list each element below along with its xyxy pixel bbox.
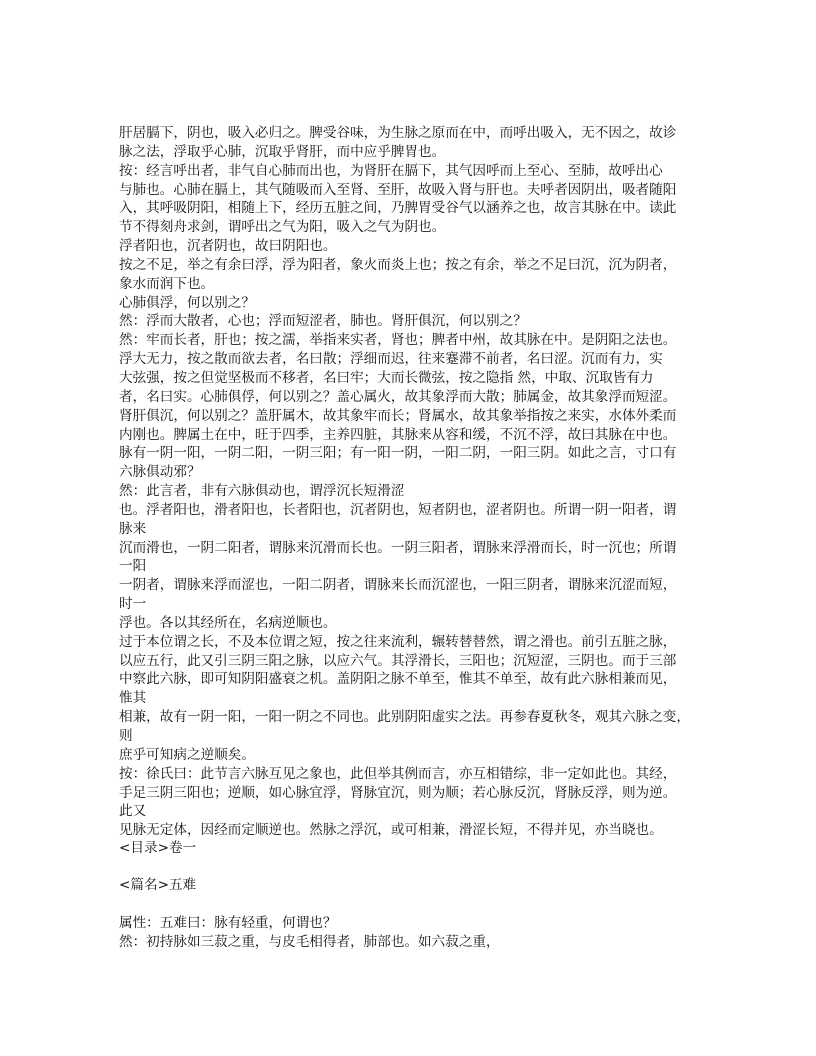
- text-line: 相兼，故有一阴一阳，一阳一阴之不同也。此别阴阳虚实之法。再参春夏秋冬，观其六脉之变，: [119, 709, 690, 726]
- text-line: 庶乎可知病之逆顺矣。: [119, 746, 255, 763]
- text-line: 象水而润下也。: [119, 275, 215, 292]
- text-line: 者，名曰实。心肺俱俘，何以别之？盖心属火，故其象浮而大散；肺属金，故其象浮而短涩。: [119, 388, 677, 405]
- text-line: 沉而滑也，一阴二阳者，谓脉来沉滑而长也。一阴三阳者，谓脉来浮滑而长，时一沉也；所谓: [119, 539, 677, 556]
- text-line: 大弦强，按之但觉坚极而不移者，名曰牢；大而长微弦，按之隐指 然，中取、沉取皆有力: [119, 369, 654, 386]
- text-line: 浮大无力，按之散而欲去者，名曰散；浮细而迟，往来蹇滞不前者，名曰涩。沉而有力，实: [119, 351, 663, 368]
- text-line: 六脉俱动邪？: [119, 464, 201, 481]
- text-line: 以应五行，此又引三阴三阳之脉，以应六气。其浮滑长，三阳也；沉短涩，三阴也。而于三部: [119, 652, 677, 669]
- text-line: 脉有一阴一阳，一阴二阳，一阴三阳；有一阳一阴，一阳二阴，一阳三阴。如此之言，寸口有: [119, 445, 677, 462]
- text-line: 则: [119, 728, 133, 744]
- text-line: 属性：五难曰：脉有轻重，何谓也？: [119, 915, 337, 931]
- text-line: 惟其: [119, 690, 147, 707]
- text-line: 按之不足，举之有余曰浮，浮为阳者，象火而炎上也；按之有余，举之不足曰沉，沉为阴者，: [119, 256, 677, 273]
- text-line: 时一: [119, 596, 147, 613]
- text-line: 然：浮而大散者，心也；浮而短涩者，肺也。肾肝俱沉，何以别之？: [119, 313, 527, 330]
- text-line: 节不得刻舟求剑，谓呼出之气为阳，吸入之气为阴也。: [119, 219, 446, 236]
- text-line: 过于本位谓之长，不及本位谓之短，按之往来流利，辗转替替然，谓之滑也。前引五脏之脉，: [119, 633, 677, 650]
- text-line: 一阳: [119, 558, 147, 575]
- text-line: 浮也。各以其经所在，名病逆顺也。: [119, 614, 337, 631]
- text-line: 一阴者，谓脉来浮而涩也，一阳二阴者，谓脉来长而沉涩也，一阳三阴者，谓脉来沉涩而短，: [119, 577, 677, 594]
- text-line: 中察此六脉，即可知阴阳盛衰之机。盖阴阳之脉不单至，惟其不单至，故有此六脉相兼而见，: [119, 671, 677, 688]
- text-line: 也。浮者阳也，滑者阳也，长者阳也，沉者阴也，短者阴也，涩者阴也。所谓一阴一阳者，谓: [119, 501, 677, 518]
- text-line: 与肺也。心肺在膈上，其气随吸而入至肾、至肝，故吸入肾与肝也。夫呼者因阴出，吸者随阳: [119, 181, 677, 198]
- text-line: 浮者阳也，沉者阴也，故曰阴阳也。: [119, 238, 337, 255]
- document-body: [119, 124, 719, 840]
- text-line: 脉来: [119, 520, 147, 537]
- text-line: 肝居膈下，阴也，吸入必归之。脾受谷味，为生脉之原而在中，而呼出吸入，无不因之，故诊: [119, 125, 677, 141]
- text-line: 手足三阴三阳也；逆顺，如心脉宜浮，肾脉宜沉，则为顺；若心脉反沉，肾脉反浮，则为逆。: [119, 784, 677, 801]
- text-line: 按：徐氏曰：此节言六脉互见之象也，此但举其例而言，亦互相错综，非一定如此也。其经，: [119, 765, 677, 782]
- text-line: 此又: [119, 803, 147, 820]
- text-line: 心肺俱浮，何以别之？: [119, 294, 255, 311]
- toc-heading: <目录>卷一: [119, 840, 197, 856]
- text-line: 按：经言呼出者，非气自心肺而出也，为肾肝在膈下，其气因呼而上至心、至肺，故呼出心: [119, 162, 663, 179]
- text-line: 然：此言者，非有六脉俱动也，谓浮沉长短滑涩: [119, 483, 405, 500]
- text-line: 见脉无定体，因经而定顺逆也。然脉之浮沉，或可相兼，滑涩长短，不得并见，亦当晓也。: [119, 822, 663, 839]
- text-line: 内刚也。脾属土在中，旺于四季，主养四脏，其脉来从容和缓，不沉不浮，故曰其脉在中也。: [119, 426, 677, 443]
- text-line: 然：初持脉如三菽之重，与皮毛相得者，肺部也。如六菽之重，: [119, 933, 500, 950]
- chapter-heading: <篇名>五难: [119, 877, 197, 893]
- text-line: 入，其呼吸阴阳，相随上下，经历五脏之间，乃脾胃受谷气以涵养之也，故言其脉在中。读此: [119, 200, 677, 217]
- text-line: 脉之法，浮取乎心肺，沉取乎肾肝，而中应乎脾胃也。: [119, 143, 446, 160]
- text-line: 肾肝俱沉，何以别之？盖肝属木，故其象牢而长；肾属水，故其象举指按之来实，水体外柔而: [119, 407, 677, 424]
- section-body: [119, 914, 719, 952]
- text-line: 然：牢而长者，肝也；按之濡，举指来实者，肾也；脾者中州，故其脉在中。是阴阳之法也。: [119, 332, 677, 349]
